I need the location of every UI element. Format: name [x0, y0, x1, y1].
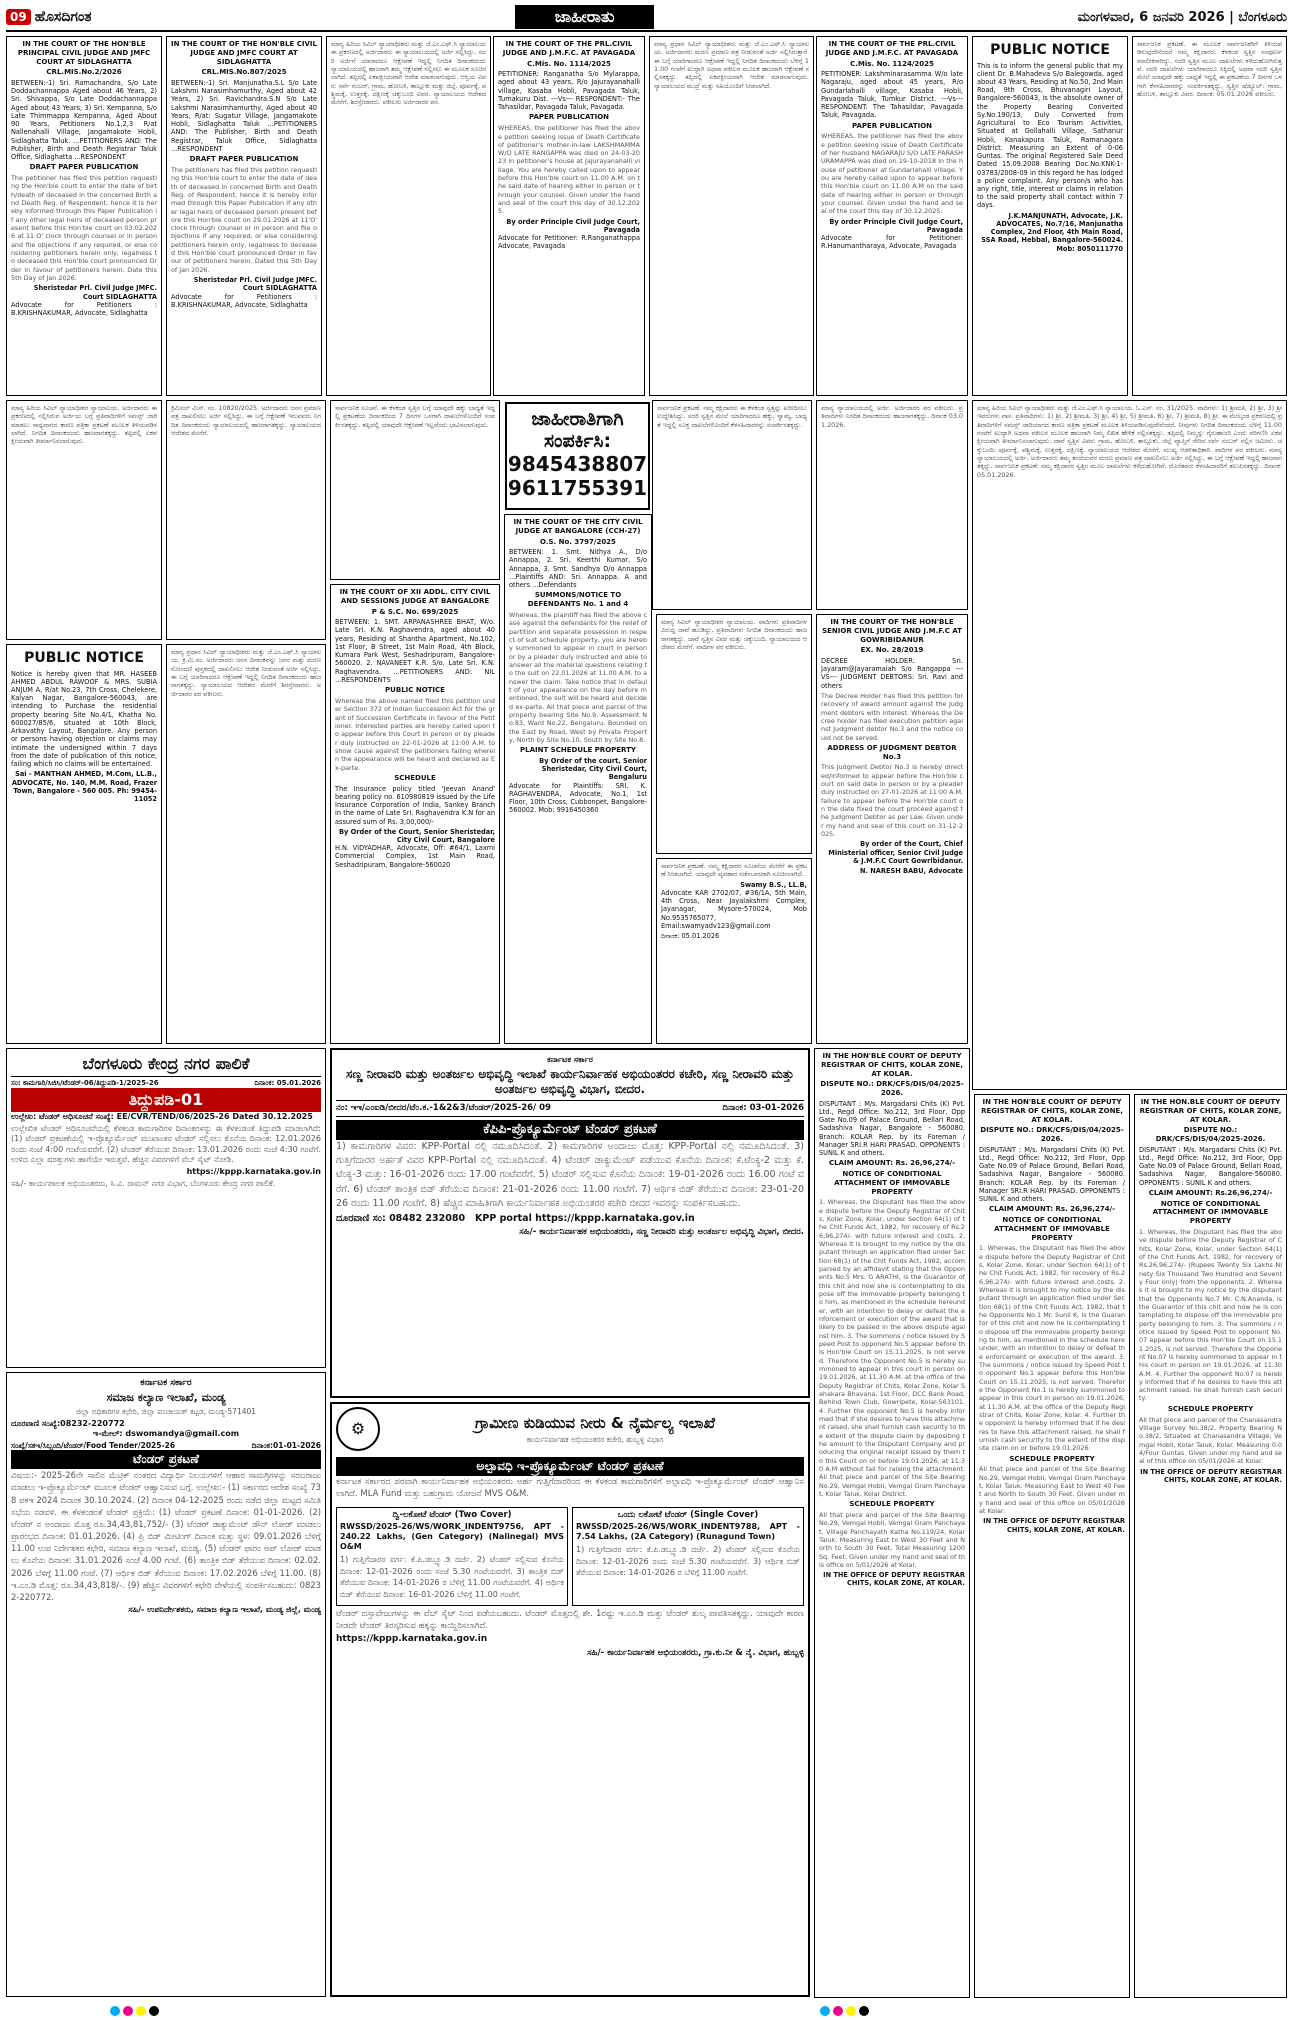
- paper-name: ಹೊಸದಿಗಂತ: [34, 9, 92, 25]
- notice-signature: By Order of the Court, Senior Sheristedar, City Civil Court, Bangalore: [339, 827, 495, 844]
- rwss-col1-head: ದ್ವಿ-ಲಕೋಟೆ ಟೆಂಡರ್ (Two Cover): [392, 1509, 512, 1520]
- notice-body: Notice is hereby given that MR. HASEEB AHMED ABDUL RAWOOF & MRS. SUBIA ANJUM A, R/at No.23, 7th Cross, Chelekere, Kalyan Nagar, Bangalore-560043, are intending to Purchase the residential property bearing Site No.4/1, Khatha No. 600027/85/6, situated at 10th Block, Arkavathy Layout, Bangalore. Any person or persons having objection or claims may intimate the undersigned within 7 days from the date of publication of this notice, failing which no claims will be entertained.: [11, 669, 157, 769]
- notice-advocate: H.N. VIDYADHAR, Advocate, Off: #64/1, Laxmi Commercial Complex, 1st Main Road, Seshadripuram, Bangalore-560020: [335, 844, 495, 869]
- contact-phone-1[interactable]: 9845438807: [507, 452, 648, 476]
- rwss-portal-link[interactable]: https://kppp.karnataka.gov.in: [336, 1634, 488, 1645]
- mi-portal-link[interactable]: KPP portal https://kppp.karnataka.gov.in: [475, 1213, 695, 1225]
- notice-advocate: Advocate for Petitioners : B.KRISHNAKUMAR, Advocate, Sidlaghatta: [171, 292, 317, 309]
- kannada-notice-2: ಮಾನ್ಯ ಪ್ರಧಾನ ಸಿವಿಲ್ ನ್ಯಾಯಾಧೀಶರು ಮತ್ತು ಜೆ.ಎಂ.ಎಫ್.ಸಿ ನ್ಯಾಯಾಲಯ. ಅರ್ಜಿದಾರರು ಮರಣ ಪ್ರಮಾಣ ಪತ್ರ ನೀಡುವಂತೆ ಅರ್ಜಿ ಸಲ್ಲಿಸಿರುತ್ತಾರೆ. ಈ ಬಗ್ಗೆ ಯಾರಿಗಾದರೂ ಆಕ್ಷೇಪಣೆ ಇದ್ದಲ್ಲಿ ನಿಗದಿತ ದಿನಾಂಕದಂದು ಬೆಳಿಗ್ಗೆ 11.00 ಗಂಟೆಗೆ ಖುದ್ದಾಗಿ ಅಥವಾ ವಕೀಲರ ಮೂಲಕ ಹಾಜರಾಗಿ ಆಕ್ಷೇಪಣೆ ಸಲ್ಲಿಸತಕ್ಕದ್ದು. ತಪ್ಪಿದಲ್ಲಿ ಏಕಪಕ್ಷೀಯವಾಗಿ ಆದೇಶ ಮಾಡಲಾಗುವುದು. ನ್ಯಾಯಾಲಯದ ಮುದ್ರೆ ಮತ್ತು ಸಹಿಯೊಂದಿಗೆ ನೀಡಲಾಗಿದೆ.: [649, 36, 814, 396]
- notice-parties: BETWEEN: 1. SMT. ARPANASHREE BHAT, W/o. Late Sri. K.N. Raghavendra, aged about 40 years, Residing at Shantha Apartment, No.102, 1st Floor, B Street, 1st Main Road, 4th Block, Kumara Park West, Seshadripuram, Bangalore-560020. 2. NAVANEET K.R. S/o. Late Sri. K.N. Raghavendra. ...PETITIONERS AND: NIL ...RESPONDENTS: [335, 618, 495, 684]
- notice-heading: ADDRESS OF JUDGMENT DEBTOR No.3: [827, 743, 957, 761]
- public-notice-left: [6, 644, 162, 1044]
- rwss-col2-work: RWSSD/2025-26/WS/WORK_INDENT9788, APT - 7.54 Lakhs, (2A Category) (Runagund Town): [576, 1522, 800, 1542]
- rwss-sub: ಕಾರ್ಯನಿರ್ವಾಹಕ ಅಭಿಯಂತರರ ಕಚೇರಿ, ಹುಬ್ಬಳ್ಳಿ ವಿಭಾಗ: [526, 1434, 664, 1444]
- notice-title: IN THE COURT OF THE PRL.CIVIL JUDGE AND J.M.F.C. AT PAVAGADA: [825, 40, 959, 57]
- chits-notice-1: IN THE HON'BLE COURT OF DEPUTY REGISTRAR OF CHITS, KOLAR ZONE, AT KOLAR. DISPUTE NO.: DRK/CFS/DIS/04/2025-2026. DISPUTANT : M/s. Margadarsi Chits (K) Pvt. Ltd., Regd Office: No.212, 3rd Floor, Opp Gate No.09 of Palace Ground, Bellari Road, Sadashiva Nagar, Bangalore - 560080. Branch: KOLAR Rep. by its Foreman / Manager SRI.R HARI PRASAD. OPPONENTS : SUNIL K and others. CLAIM AMOUNT: Rs. 26,96,274/- NOTICE OF CONDITIONAL ATTACHMENT OF IMMOVABLE PROPERTY 1. Whereas, the Disputant has filed the above dispute before the Deputy Registrar of Chits, Kolar Zone, Kolar, under Section 64(1) of the Chit Funds Act, 1982, for recovery of Rs.26,96,274/- with future interest and costs. 2. Whereas it is brought to my notice by the disputant through an application filed under Section 68(1) of the Chit Funds Act, 1982, accompanied by an affidavit stating that the Opponents No.5 Mrs. G ARATHI, is the Guarantor of this chit and now she is contemplating to dispose off the immovable property belonging to him, as mentioned in the schedule hereunder, with an intention to delay or defeat the enforcement or execution of the award that is likely to be passed in the above dispute against him. 3. The summons / notice issued by Speed Post to opponent No.5 appear before this Hon'ble Court on 15.11.2025, is not served. Therefore the Opponent No.5 is hereby summoned to appear in this court in person on 19.01.2026, at 11.30 A.M. at the office of the Deputy Registrar of Chits, Kolar Zone, Kolar Sahakara Bhavana, 1st Floor, DCC Bank Road, Behind Town Club, Gowripete, Kolar-563101. 4. Further the opponent No.5 is hereby informed that if she desires to have this attachment raised, she shall furnish cash security to the extent of the dispute claim by depositing the amount to the Disputant Company and producing the original receipt issued by them to this Court on or before 19.01.2026, at 11:30 A.M without fail for raising the attachment. All that piece and parcel of the Site Bearing No.29, Vemgal Hobli, Vemgal Gram Panchayat, Kolar Taluk, Kolar District. SCHEDULE PROPERTY All that piece and parcel of the Site Bearing No.29, Vemgal Hobli, Vemgal Gram Panchayat, Village Panchayath Katha No.119/24, Kolar Taluk. Measuring East to West 30 Feet and North to South 30 Feet, Total Measuring 1200 Sq. Feet. Given under my hand and seal of this office on 5/01/2026 at Kolar. IN THE OFFICE OF DEPUTY REGISTRAR CHITS, KOLAR ZONE, AT KOLAR.: [814, 1048, 970, 1998]
- swamy-advocate-notice: ಸಾರ್ವಜನಿಕ ಪ್ರಕಟಣೆ. ನಮ್ಮ ಕಕ್ಷಿದಾರರ ಸೂಚನೆಯ ಮೇರೆಗೆ ಈ ಪ್ರಕಟಣೆ ನೀಡಲಾಗಿದೆ. ಯಾವುದೇ ವ್ಯವಹಾರ ನಡೆಸಬಾರದಾಗಿ ಸೂಚಿಸಲಾಗಿದೆ. Swamy B.S., LL.B, Advocate KAR 2702/07, #36/1A, 5th Main, 4th Cross, Near Jayalakshmi Complex, Jayanagar, Mysore-570024, Mob No.9535765077, Email:swamyadv123@gmail.com ದಿನಾಂಕ: 05.01.2026: [656, 858, 812, 1044]
- section-title: ಜಾಹೀರಾತು: [515, 5, 655, 29]
- notice-heading: PAPER PUBLICATION: [851, 121, 933, 130]
- notice-advocate: N. NARESH BABU, Advocate: [859, 867, 963, 876]
- advocate-date: ದಿನಾಂಕ: 05.01.2026: [661, 932, 720, 941]
- claim-amount: CLAIM AMOUNT: Rs. 26,96,274/-: [988, 1205, 1116, 1214]
- kannada-notice-8: ಮಾನ್ಯ ನ್ಯಾಯಾಲಯದಲ್ಲಿ ಅರ್ಜಿ. ಅರ್ಜಿದಾರರ ಪರ ವಕೀಲರು. ಪ್ರತಿವಾದಿಗಳು ನಿಗದಿತ ದಿನಾಂಕದಂದು ಹಾಜರಾಗತಕ್ಕದ್ದು. ದಿನಾಂಕ 03.01.2026.: [816, 400, 968, 610]
- notice-body: This is to inform the general public that my client Dr. B.Mahadeva S/o Balegowda, aged about 43 Years, Residing at No.50, 2nd Main Road, 9th Cross, Bhuvanagiri Layout, Bangalore-560043, is the absolute owner of the Property Bearing Converted Sy.No.190/13, Duly Converted from Agricultural to Eco Tourism Activities, Situated at Gollahalli Village, Sathanur Hobli, Kanakapura Taluk, Ramanagara District. Measuring an Extent of 0-06 Guntas. The original Registered Sale Deed Dated 15.09.2008 Bearing Doc.No.KNK-1-03783/2008-09 in this regard he has lodged a police complaint. Any person/s who has any right, title, interest or claims in relation to the said property shall contact within 7 days.: [977, 61, 1123, 210]
- rwss-logo-icon: ⚙: [336, 1407, 380, 1451]
- notice-title: IN THE COURT OF THE HON'BLE PRINCIPAL CIVIL JUDGE AND JMFC COURT AT SIDLAGHATTA: [17, 40, 151, 66]
- advocate-name: Swamy B.S., LL.B,: [740, 880, 807, 889]
- bbmp-title: ಬೆಂಗಳೂರು ಕೇಂದ್ರ ನಗರ ಪಾಲಿಕೆ: [82, 1054, 250, 1073]
- issue-date: ಮಂಗಳವಾರ, 6 ಜನವರಿ 2026 | ಬೆಂಗಳೂರು: [1077, 9, 1287, 25]
- mandya-email[interactable]: ಇ-ಮೇಲ್: dswomandya@gmail.com: [92, 1428, 240, 1438]
- mandya-phone: ದೂರವಾಣಿ ಸಂಖ್ಯೆ:08232-220772: [11, 1418, 125, 1428]
- court-notice-sidlaghatta-2: IN THE COURT OF THE HON'BLE CIVIL JUDGE AND JMFC COURT AT SIDLAGHATTA CRL.MIS.No.807/2025 BETWEEN:-1) Sri. Manjunatha.S.L S/o Late Lakshmi Narasimhamurthy, Aged about 42 Years, 2) Sri. Ravichandra.S.N S/o Late Lakshmi Narasimhamurthy, Aged about 40 Years, R/at: Sugatur Village, Jangamakote Hobli, Sidlaghatta Taluk ...PETITIONERS AND: The Publisher, Birth and Death Registrar, Taluk Office, Sidlaghatta ...RESPONDENT DRAFT PAPER PUBLICATION The petitioners has filed this petition requesting this Hon'ble court to enter the date of death of deceased in concerned Birth and Death Reg. of Respondent, hence it is hereby informed through this Paper Publication if any other legal heirs of deceased person present before this Hon'ble court on 29.01.2026 at 11'O' clock through counsel or in person and file objections if any required, or else considering petitioners herein only, legalness to deceased this Hon'ble court pronounced Order in favour of petitioners herein. Dated this 5th Day of Jan 2026. Sheristedar Prl. Civil Judge JMFC. Court SIDLAGHATTA Advocate for Petitioners : B.KRISHNAKUMAR, Advocate, Sidlaghatta: [166, 36, 322, 396]
- notice-advocate: Advocate for Petitioner: R.Ranganathappa Advocate, Pavagada: [498, 234, 640, 251]
- notice-signature: By order Principle Civil Judge Court, Pavagada: [829, 217, 963, 234]
- notice-signature: Sheristedar Prl. Civil Judge JMFC. Court SIDLAGHATTA: [193, 276, 317, 293]
- notice-signature: IN THE OFFICE OF DEPUTY REGISTRAR CHITS, KOLAR ZONE, AT KOLAR.: [823, 1571, 965, 1588]
- contact-phone-2[interactable]: 9611755391: [507, 476, 648, 500]
- schedule-title: SCHEDULE PROPERTY: [1009, 1454, 1095, 1463]
- rwss-tender: ⚙ ಗ್ರಾಮೀಣ ಕುಡಿಯುವ ನೀರು & ನೈರ್ಮಲ್ಯ ಇಲಾಖೆ ಕಾರ್ಯನಿರ್ವಾಹಕ ಅಭಿಯಂತರರ ಕಚೇರಿ, ಹುಬ್ಬಳ್ಳಿ ವಿಭಾಗ ಅಲ್ಪಾವಧಿ ಇ-ಪ್ರೊಕ್ಯೂರ್ಮೆಂಟ್ ಟೆಂಡರ್ ಪ್ರಕಟಣೆ ಕರ್ನಾಟಕ ಸರ್ಕಾರದ ಪರವಾಗಿ ಕಾರ್ಯನಿರ್ವಾಹಕ ಅಭಿಯಂತರರು ಅರ್ಹ ಗುತ್ತಿಗೆದಾರರಿಂದ ಈ ಕೆಳಕಂಡ ಕಾಮಗಾರಿಗಳಿಗೆ ಅಲ್ಪಾವಧಿ ಇ-ಪ್ರೊಕ್ಯೂರ್ಮೆಂಟ್ ಟೆಂಡರ್ ಆಹ್ವಾನಿಸಲಾಗಿದೆ. MLA Fund ಮತ್ತು ಬಹುಗ್ರಾಮ ಯೋಜನೆ MVS O&M. ದ್ವಿ-ಲಕೋಟೆ ಟೆಂಡರ್ (Two Cover) RWSSD/2025-26/WS/WORK_INDENT9756, APT - 240.22 Lakhs, (Gen Category) (Nalinegal) MVS O&M 1) ಗುತ್ತಿಗೆದಾರರ ವರ್ಗ: ಕೆ.ಪಿ.ಡಬ್ಲ್ಯೂ.ಡಿ ದರ್ಜೆ. 2) ಟೆಂಡರ್ ಸಲ್ಲಿಸುವ ಕೊನೆಯ ದಿನಾಂಕ: 12-01-2026 ರಂದು ಸಂಜೆ 5.30 ಗಂಟೆಯವರೆಗೆ. 3) ತಾಂತ್ರಿಕ ಬಿಡ್ ತೆರೆಯುವ ದಿನಾಂಕ: 14-01-2026 ರ ಬೆಳಿಗ್ಗೆ 11.00 ಗಂಟೆಯವರೆಗೆ. 4) ಆರ್ಥಿಕ ಬಿಡ್ ತೆರೆಯುವ ದಿನಾಂಕ: 16-01-2026 ಬೆಳಿಗ್ಗೆ 11.00 ಗಂಟೆಗೆ. ಒಂದು ಲಕೋಟೆ ಟೆಂಡರ್ (Single Cover) RWSSD/2025-26/WS/WORK_INDENT9788, APT - 7.54 Lakhs, (2A Category) (Runagund Town) 1) ಗುತ್ತಿಗೆದಾರರ ವರ್ಗ: ಕೆ.ಪಿ.ಡಬ್ಲ್ಯೂ.ಡಿ ದರ್ಜೆ. 2) ಟೆಂಡರ್ ಸಲ್ಲಿಸುವ ಕೊನೆಯ ದಿನಾಂಕ: 12-01-2026 ರಂದು ಸಂಜೆ 5.30 ಗಂಟೆಯವರೆಗೆ. 3) ಆರ್ಥಿಕ ಬಿಡ್ ತೆರೆಯುವ ದಿನಾಂಕ: 14-01-2026 ರ ಬೆಳಿಗ್ಗೆ 11.00 ಗಂಟೆಗೆ. ಟೆಂಡರ್ ದಸ್ತಾವೇಜುಗಳನ್ನು ಈ ವೆಬ್ ಸೈಟ್ ನಿಂದ ಪಡೆಯಬಹುದು. ಟೆಂಡರ್ ಮೊತ್ತದಲ್ಲಿ ಶೇ. 1ರಷ್ಟು ಇ.ಎಂ.ಡಿ ಮತ್ತು ಟೆಂಡರ್ ಶುಲ್ಕ ಪಾವತಿಸತಕ್ಕದ್ದು. ಯಾವುದೇ ಕಾರಣ ನೀಡದೇ ಟೆಂಡರ್ ತಿರಸ್ಕರಿಸುವ ಹಕ್ಕನ್ನು ಕಾಯ್ದಿರಿಸಲಾಗಿದೆ. https://kppp.karnataka.gov.in ಸಹಿ/- ಕಾರ್ಯನಿರ್ವಾಹಕ ಅಭಿಯಂತರರು, ಗ್ರಾ.ಕು.ನೀ & ನೈ. ವಿಭಾಗ, ಹುಬ್ಬಳ್ಳಿ: [330, 1402, 810, 1997]
- page-number: 09: [6, 9, 31, 25]
- mi-govt: ಕರ್ನಾಟಕ ಸರ್ಕಾರ: [547, 1055, 593, 1064]
- notice-heading: PUBLIC NOTICE: [385, 686, 445, 695]
- bbmp-reference: ಉಲ್ಲೇಖ: ಟೆಂಡರ್ ಅಧಿಸೂಚನೆ ಸಂಖ್ಯೆ: EE/CVR/TEND/06/2025-26 Dated 30.12.2025: [11, 1111, 313, 1121]
- mandya-govt: ಕರ್ನಾಟಕ ಸರ್ಕಾರ: [140, 1378, 192, 1388]
- schedule-title: SCHEDULE PROPERTY: [849, 1500, 935, 1509]
- minor-irrigation-tender: ಕರ್ನಾಟಕ ಸರ್ಕಾರ ಸಣ್ಣ ನೀರಾವರಿ ಮತ್ತು ಅಂತರ್ಜಲ ಅಭಿವೃದ್ಧಿ ಇಲಾಖೆ ಕಾರ್ಯನಿರ್ವಾಹಕ ಅಭಿಯಂತರರ ಕಚೇರಿ, ಸಣ್ಣ ನೀರಾವರಿ ಮತ್ತು ಅಂತರ್ಜಲ ಅಭಿವೃದ್ಧಿ ವಿಭಾಗ, ಬೀದರ. ನಂ: ಇಇ/ಎಂಐಡಿ/ಬೀದರ/ಟೆಂ.ಕ.-1&2&3/ಟೆಂಡರ್/2025-26/ 09 ದಿನಾಂಕ: 03-01-2026 ಕೆಪಿಪಿ-ಪ್ರೊಕ್ಯೂರ್ಮೆಂಟ್ ಟೆಂಡರ್ ಪ್ರಕಟಣೆ 1) ಕಾಮಗಾರಿಗಳ ವಿವರ: KPP-Portal ನಲ್ಲಿ ನಮೂದಿಸಿದಂತೆ. 2) ಕಾಮಗಾರಿಗಳ ಅಂದಾಜು ಮೊತ್ತ: KPP-Portal ನಲ್ಲಿ ನಮೂದಿಸಿದಂತೆ. 3) ಗುತ್ತಿಗೆದಾರರ ಅರ್ಹತೆ ವಿವರ KPP-Portal ನಲ್ಲಿ ನಮೂದಿಸಿದಂತೆ. 4) ಟೆಂಡರ್ ಡಾಕ್ಯುಮೆಂಟ್ ಪಡೆಯುವ ಕೊನೆಯ ದಿನಾಂಕ: ಕೆ.ಟೆಂಕ್ಯ-2 ಮತ್ತು ಕೆ.ಟೆಂಕ್ಯ-3 ಮತ್ತು: 16-01-2026 ರಂದು 17.00 ಗಂಟೆವರೆಗೆ. 5) ಟೆಂಡರ್ ಸಲ್ಲಿಸುವ ಕೊನೆಯ ದಿನಾಂಕ: 19-01-2026 ರಂದು 16.00 ಗಂಟೆ ವರೆಗೆ. 6) ಟೆಂಡರ್ ತಾಂತ್ರಿಕ ಬಿಡ್ ತೆರೆಯುವ ದಿನಾಂಕ: 21-01-2026 ರಂದು 11.00 ಗಂಟೆಗೆ. 7) ಆರ್ಥಿಕ ಬಿಡ್ ತೆರೆಯುವ ದಿನಾಂಕ: 23-01-2026 ರಂದು 11.00 ಗಂಟೆಗೆ. 8) ಹೆಚ್ಚಿನ ಮಾಹಿತಿಗಾಗಿ ಕಾರ್ಯನಿರ್ವಾಹಕ ಅಭಿಯಂತರರ ಕಚೇರಿ ಬೀದರ ಇವರನ್ನು ಸಂಪರ್ಕಿಸಬಹುದು. ದೂರವಾಣಿ ಸಂ: 08482 232080 KPP portal https://kppp.karnataka.gov.in ಸಹಿ/- ಕಾರ್ಯನಿರ್ವಾಹಕ ಅಭಿಯಂತರರು, ಸಣ್ಣ ನೀರಾವರಿ ಮತ್ತು ಅಂತರ್ಜಲ ಅಭಿವೃದ್ಧಿ ವಿಭಾಗ, ಬೀದರ.: [330, 1048, 810, 1398]
- notice-title: IN THE HON.BLE COURT OF DEPUTY REGISTRAR OF CHITS, KOLAR ZONE, AT KOLAR.: [1139, 1098, 1282, 1124]
- court-notice-pavagada-2: IN THE COURT OF THE PRL.CIVIL JUDGE AND J.M.F.C. AT PAVAGADA C.Mis. No. 1124/2025 PETITIONER: Lakshminarasamma W/o late Nagaraju, aged about 45 years, R/o Gundarlahalli village, Kasaba Hobli, Pavagada Taluk, Tumkur District. ---Vs--- RESPONDENT: The Tahasildar, Pavagada Taluk, Pavagada. PAPER PUBLICATION WHEREAS, the petitioner has filed the above petition seeking issue of Death Certificate of her husband NAGARAJU S/O LATE PARASHURAMAPPA was died on 19-10-2018 in the house of petitioner at Gundarlahalli village. You are hereby called upon to appear before this Hon'ble court on 11.00 A.M on the said date of hearing either in person or through your counsel. Given under the hand and seal of the court this day of 30.12.2025. By order Principle Civil Judge Court, Pavagada Advocate for Petitioner: R.Hanumantharaya, Advocate, Pavagada: [816, 36, 968, 396]
- notice-parties: BETWEEN:-1) Sri. Manjunatha.S.L S/o Late Lakshmi Narasimhamurthy, Aged about 42 Years, 2) Sri. Ravichandra.S.N S/o Late Lakshmi Narasimhamurthy, Aged about 40 Years, R/at: Sugatur Village, Jangamakote Hobli, Sidlaghatta Taluk ...PETITIONERS AND: The Publisher, Birth and Death Registrar, Taluk Office, Sidlaghatta ...RESPONDENT: [171, 79, 317, 153]
- mandya-tender-bar: ಟೆಂಡರ್ ಪ್ರಕಟಣೆ: [11, 1450, 321, 1469]
- notice-signature: J.K.MANJUNATH, Advocate, J.K. ADVOCATES, No.7/16, Manjunatha Complex, 2nd Floor, 4th Main Road, SSA Road, Hebbal, Bangalore-560024. Mob: 8050111770: [981, 211, 1123, 253]
- mi-phone: ದೂರವಾಣಿ ಸಂ: 08482 232080: [336, 1213, 466, 1225]
- chits-notice-3: IN THE HON.BLE COURT OF DEPUTY REGISTRAR OF CHITS, KOLAR ZONE, AT KOLAR. DISPUTE NO.: DRK/CFS/DIS/04/2025-2026. DISPUTANT : M/s. Margadarsi Chits (K) Pvt. Ltd., Regd Office: No.212, 3rd Floor, Opp Gate No.09 of Palace Ground, Bellari Road, Sadashiva Nagar, Bangalore-560080. OPPONENTS : SUNIL K and others. CLAIM AMOUNT: Rs.26,96,274/- NOTICE OF CONDITIONAL ATTACHMENT OF IMMOVABLE PROPERTY 1. Whereas, the Disputant has filed the above dispute before the Deputy Registrar of Chits, Kolar Zone, Kolar, under Section 64(1) of the Chit Funds Act, 1982, for recovery of Rs.26,96,274/- (Rupees Twenty Six Lakhs Ninety Six Thousand Two Hundred and Seventy Four only) from the opponents. 2. Whereas it is brought to my notice by the disputant that the Opponents No.7 Mr. C.N.Ananda, is the Guarantor of this chit and now he is contemplating to dispose off the immovable property belonging to him. 3. The summons / notice issued by Speed Post to opponent No.07 appear before this Hon'ble Court on 15.11.2025, is not served. Therefore the Opponent No.07 is hereby summoned to appear in this court in person on 19.01.2026, at 11.30 A.M. 4. Further the opponent No.07 is hereby informed that if he desires to have this attachment raised, he shall furnish cash security. SCHEDULE PROPERTY All that piece and parcel of the Chanasandra Village Survey No.38/2, Property Bearing No.38/2, Situated at Chanasandra Village, Vemgal Hobli, Kolar Taluk, Kolar. Measuring 0.04/Four Guntas. Given under my hand and seal of this office on 05/01/2026 at Kolar. IN THE OFFICE OF DEPUTY REGISTRAR CHITS, KOLAR ZONE, AT KOLAR.: [1134, 1094, 1287, 1998]
- notice-parties: PETITIONER: Ranganatha S/o Mylarappa, aged about 43 years, R/o Jajurayanahalli village, Kasaba Hobli, Pavagada Taluk, Tumakuru Dist. ---Vs--- RESPONDENT:- The Tahasildar, Pavagada Taluk, Pavagada.: [498, 70, 640, 112]
- kannada-notice-9: ಮಾನ್ಯ ಹಿರಿಯ ಸಿವಿಲ್ ನ್ಯಾಯಾಧೀಶರು ಮತ್ತು ಜೆ.ಎಂ.ಎಫ್.ಸಿ ನ್ಯಾಯಾಲಯ. ಓ.ಎಸ್. ನಂ. 31/2025. ವಾದಿಗಳು: 1) ಶ್ರೀಮತಿ, 2) ಶ್ರೀ, 3) ಶ್ರೀ ಇವರುಗಳು ವಾಸ. ಪ್ರತಿವಾದಿಗಳು: 1) ಶ್ರೀ, 2) ಶ್ರೀಮತಿ, 3) ಶ್ರೀ, 4) ಶ್ರೀ, 5) ಶ್ರೀಮತಿ, 6) ಶ್ರೀ, 7) ಶ್ರೀಮತಿ, 8) ಶ್ರೀ. ಈ ಮೇಲ್ಕಂಡ ಪ್ರಕರಣದಲ್ಲಿ ಪ್ರತಿವಾದಿಗಳಿಗೆ ಸಮನ್ಸ್ ಜಾರಿಯಾಗದ ಕಾರಣ ಪತ್ರಿಕಾ ಪ್ರಕಟಣೆ ಮೂಲಕ ತಿಳಿಯಪಡಿಸುವುದೇನೆಂದರೆ, ನೀವುಗಳು ನಿಗದಿತ ದಿನಾಂಕದಂದು ಬೆಳಿಗ್ಗೆ 11.00 ಗಂಟೆಗೆ ಖುದ್ದಾಗಿ ಅಥವಾ ವಕೀಲರ ಮೂಲಕ ಹಾಜರಾಗಿ ನಿಮ್ಮ ಲಿಖಿತ ಹೇಳಿಕೆ ಸಲ್ಲಿಸತಕ್ಕದ್ದು. ತಪ್ಪಿದಲ್ಲಿ ನಿಮ್ಮನ್ನು ಗೈರುಹಾಜರಿ ಎಂದು ಪರಿಗಣಿಸಿ ಏಕಪಕ್ಷೀಯವಾಗಿ ತೀರ್ಮಾನಿಸಲಾಗುವುದು. ದಾವೆ ಸ್ವತ್ತಿನ ವಿವರ: ಗ್ರಾಮ, ಹೋಬಳಿ, ತಾಲ್ಲೂಕು, ಜಿಲ್ಲೆ ವ್ಯಾಪ್ತಿಗೆ ಸೇರಿದ ಸರ್ವೆ ನಂಬರ್ ನಲ್ಲಿನ ಜಮೀನು. ಚಕ್ಕುಬಂದಿ: ಪೂರ್ವಕ್ಕೆ, ಪಶ್ಚಿಮಕ್ಕೆ, ಉತ್ತರಕ್ಕೆ, ದಕ್ಷಿಣಕ್ಕೆ. ನ್ಯಾಯಾಲಯದ ಆದೇಶದ ಮೇರೆಗೆ, ಮುಖ್ಯ ಆಡಳಿತಾಧಿಕಾರಿ. ವಾದಿಗಳ ಪರ ವಕೀಲರು. ಮಾನ್ಯ ನ್ಯಾಯಾಲಯದಲ್ಲಿ ಅರ್ಜಿ. ಅರ್ಜಿದಾರರು ತಮ್ಮ ತಂದೆಯವರ ಮರಣ ಪ್ರಮಾಣ ಪತ್ರ ದಾಖಲಿಸಲು ಅರ್ಜಿ ಸಲ್ಲಿಸಿದ್ದು, ಈ ಬಗ್ಗೆ ಆಕ್ಷೇಪಣೆ ಇದ್ದಲ್ಲಿ ಹಾಜರಾಗತಕ್ಕದ್ದು. ಸಾರ್ವಜನಿಕ ಪ್ರಕಟಣೆ: ನಮ್ಮ ಕಕ್ಷಿದಾರರ ಸ್ವತ್ತಿನ ಮೂಲ ದಾಖಲೆಗಳು ಕಳೆದುಹೋಗಿವೆ. ದೊರೆತವರು ಕೆಳಸಹಿದಾರರಿಗೆ ತಲುಪಿಸತಕ್ಕದ್ದು. ದಿನಾಂಕ: 05.01.2026.: [972, 400, 1287, 1090]
- schedule-title: PLAINT SCHEDULE PROPERTY: [520, 746, 636, 755]
- kannada-notice-6: ಸಾರ್ವಜನಿಕ ಸೂಚನೆ. ಈ ಕೆಳಕಂಡ ಸ್ವತ್ತಿನ ಬಗ್ಗೆ ಯಾವುದೇ ಹಕ್ಕು ಬಾಧ್ಯತೆ ಇದ್ದಲ್ಲಿ ಪ್ರಕಟಣೆಯ ದಿನಾಂಕದಿಂದ 7 ದಿನಗಳ ಒಳಗಾಗಿ ದಾಖಲೆಗಳೊಂದಿಗೆ ಸಂಪರ್ಕಿಸತಕ್ಕದ್ದು. ತಪ್ಪಿದಲ್ಲಿ ಯಾವುದೇ ಆಕ್ಷೇಪಣೆ ಇಲ್ಲವೆಂದು ಭಾವಿಸಲಾಗುವುದು.: [330, 400, 500, 580]
- mandya-social-welfare-tender: ಕರ್ನಾಟಕ ಸರ್ಕಾರ ಸಮಾಜ ಕಲ್ಯಾಣ ಇಲಾಖೆ, ಮಂಡ್ಯ ಜಿಲ್ಲಾ ಅಧಿಕಾರಿಗಳ ಕಛೇರಿ, ಜಿಲ್ಲಾ ಪಂಚಾಯತ್ ಕಟ್ಟಡ, ಮಂಡ್ಯ-571401 ದೂರವಾಣಿ ಸಂಖ್ಯೆ:08232-220772 ಇ-ಮೇಲ್: dswomandya@gmail.com ಸಂಖ್ಯೆ/ಸಕಇ/ಸಿಬ್ಬಂದಿ/ಟೆಂಡರ್/Food Tender/2025-26 ದಿನಾಂಕ:01-01-2026 ಟೆಂಡರ್ ಪ್ರಕಟಣೆ ವಿಷಯ:- 2025-26ನೇ ಸಾಲಿನ ಮೆಟ್ರಿಕ್ ನಂತರದ ವಿದ್ಯಾರ್ಥಿ ನಿಲಯಗಳಿಗೆ ಆಹಾರ ಸಾಮಗ್ರಿಗಳನ್ನು ಸರಬರಾಜು ಮಾಡಲು ಇ-ಪ್ರೊಕ್ಯೂರ್ಮೆಂಟ್ ಮೂಲಕ ಟೆಂಡರ್ ಆಹ್ವಾನಿಸುವ ಬಗ್ಗೆ. ಉಲ್ಲೇಖ:- (1) ಸರ್ಕಾರದ ಆದೇಶ ಸಂಖ್ಯೆ 738 ಪಕಇ 2024 ದಿನಾಂಕ 30.10.2024. (2) ದಿನಾಂಕ 04-12-2025 ರಂದು ನಡೆದ ಜಿಲ್ಲಾ ಮಟ್ಟದ ಸಮಿತಿ ಸಭೆಯ ನಡವಳಿ. ಈ ಕೆಳಕಂಡಂತೆ ಟೆಂಡರ್ ಪ್ರಕ್ರಿಯೆ: (1) ಟೆಂಡರ್ ಪ್ರಕಟಣೆ ದಿನಾಂಕ: 01-01-2026. (2) ಟೆಂಡರ್ ನ ಅಂದಾಜು ಮೊತ್ತ ರೂ.34,43,81,752/- (3) ಟೆಂಡರ್ ಡಾಕ್ಯುಮೆಂಟ್ ಡೌನ್ ಲೋಡ್ ಮಾಡಲು ಪ್ರಾರಂಭದ ದಿನಾಂಕ: 01.01.2026. (4) ಪ್ರಿ ಬಿಡ್ ಮೀಟಿಂಗ್ ದಿನಾಂಕ ಮತ್ತು ಸ್ಥಳ: 09.01.2026 ಬೆಳಿಗ್ಗೆ 11.00 ಉಪ ನಿರ್ದೇಶಕರ ಕಛೇರಿ, ಸಮಾಜ ಕಲ್ಯಾಣ ಇಲಾಖೆ, ಮಂಡ್ಯ. (5) ಟೆಂಡರ್ ಫಾರಂ ಅಪ್ ಲೋಡ್ ಮಾಡಲು ಕೊನೆಯ ದಿನಾಂಕ: 31.01.2026 ಸಂಜೆ 4.00 ಗಂಟೆ. (6) ತಾಂತ್ರಿಕ ಬಿಡ್ ತೆರೆಯುವ ದಿನಾಂಕ: 02.02.2026 ಬೆಳಿಗ್ಗೆ 11.00 ಗಂಟೆ. (7) ಆರ್ಥಿಕ ಬಿಡ್ ತೆರೆಯುವ ದಿನಾಂಕ: 17.02.2026 ಬೆಳಿಗ್ಗೆ 11.00. (8) ಇ.ಎಂ.ಡಿ ಮೊತ್ತ: ರೂ.34,43,818/-. (9) ಹೆಚ್ಚಿನ ವಿವರಗಳಿಗೆ ಕಛೇರಿ ವೇಳೆಯಲ್ಲಿ ಸಂಪರ್ಕಿಸಬಹುದು: 08232-220772. ಸಹಿ/- ಉಪನಿರ್ದೇಶಕರು, ಸಮಾಜ ಕಲ್ಯಾಣ ಇಲಾಖೆ, ಮಂಡ್ಯ ಜಿಲ್ಲೆ, ಮಂಡ್ಯ: [6, 1372, 326, 1997]
- notice-heading: PAPER PUBLICATION: [528, 113, 610, 122]
- court-notice-pavagada-1: IN THE COURT OF THE PRL.CIVIL JUDGE AND J.M.F.C. AT PAVAGADA C.Mis. No. 1114/2025 PETITIONER: Ranganatha S/o Mylarappa, aged about 43 years, R/o Jajurayanahalli village, Kasaba Hobli, Pavagada Taluk, Tumakuru Dist. ---Vs--- RESPONDENT:- The Tahasildar, Pavagada Taluk, Pavagada. PAPER PUBLICATION WHEREAS, the petitioner has filed the above petition seeking issue of Death Certificate of petitioner's mother-in-law LAKSHMAMMA W/O LATE RANGAPPA was died on 24-03-2023 in petitioner's house at Jajurayanahalli village. You are hereby called upon to appear before this Hon'ble court on 11.00 A.M. on the said date of hearing either in person or through your counsel. Given under the hand and seal of the court this day of 30.12.2025. By order Principle Civil Judge Court, Pavagada Advocate for Petitioner: R.Ranganathappa Advocate, Pavagada: [493, 36, 645, 396]
- notice-signature: Sai - MANTHAN AHMED, M.Com, LL.B., ADVOCATE, No. 140, M.M. Road, Frazer Town, Bangalore - 560 005. Ph: 99454-11052: [11, 770, 157, 804]
- notice-heading: NOTICE OF CONDITIONAL ATTACHMENT OF IMMOVABLE PROPERTY: [1152, 1199, 1269, 1226]
- kannada-notice-10: ಮಾನ್ಯ ಪ್ರಧಾನ ಸಿವಿಲ್ ನ್ಯಾಯಾಧೀಶರು ಮತ್ತು ಜೆ.ಎಂ.ಎಫ್.ಸಿ ನ್ಯಾಯಾಲಯ. ಕ್ರಿ.ಮಿ.ಸಂ. ಅರ್ಜಿದಾರರು ಜನನ ದಿನಾಂಕವನ್ನು ಜನನ ಮತ್ತು ಮರಣ ನೋಂದಣಿ ಪುಸ್ತಕದಲ್ಲಿ ದಾಖಲಿಸಲು ಆದೇಶ ನೀಡುವಂತೆ ಅರ್ಜಿ ಸಲ್ಲಿಸಿದ್ದು, ಈ ಬಗ್ಗೆ ಯಾರಿಗಾದರೂ ಆಕ್ಷೇಪಣೆ ಇದ್ದಲ್ಲಿ ನಿಗದಿತ ದಿನಾಂಕದಂದು ಹಾಜರಾಗತಕ್ಕದ್ದು. ನ್ಯಾಯಾಲಯದ ಆದೇಶದ ಮೇರೆಗೆ ಶಿರಸ್ತೇದಾರರು. ಅರ್ಜಿದಾರರ ಪರ ವಕೀಲರು.: [166, 644, 326, 1044]
- case-number: CRL.MIS.No.2/2026: [46, 68, 122, 77]
- schedule-title: SCHEDULE: [394, 773, 436, 782]
- rwss-col1-work: RWSSD/2025-26/WS/WORK_INDENT9756, APT - 240.22 Lakhs, (Gen Category) (Nalinegal) MVS O&M: [340, 1522, 564, 1552]
- masthead: [6, 4, 1287, 32]
- case-number: EX. No. 28/2019: [860, 646, 924, 655]
- notice-parties: DISPUTANT : M/s. Margadarsi Chits (K) Pvt. Ltd., Regd Office: No.212, 3rd Floor, Opp Gate No.09 of Palace Ground, Bellari Road, Sadashiva Nagar, Bangalore - 560080. Branch: KOLAR Rep. by its Foreman / Manager SRI.R HARI PRASAD. OPPONENTS : SUNIL K and others.: [819, 1099, 965, 1158]
- notice-title: PUBLIC NOTICE: [990, 42, 1110, 58]
- mandya-date: ದಿನಾಂಕ:01-01-2026: [251, 1440, 321, 1450]
- mandya-ref: ಸಂಖ್ಯೆ/ಸಕಇ/ಸಿಬ್ಬಂದಿ/ಟೆಂಡರ್/Food Tender/2025-26: [11, 1440, 176, 1450]
- notice-title: IN THE COURT OF THE HON'BLE CIVIL JUDGE AND JMFC COURT AT SIDLAGHATTA: [171, 40, 317, 66]
- case-number: DISPUTE NO.: DRK/CFS/DIS/04/2025-2026.: [1155, 1126, 1266, 1143]
- case-number: CRL.MIS.No.807/2025: [201, 68, 287, 77]
- rwss-single-cover-box: ಒಂದು ಲಕೋಟೆ ಟೆಂಡರ್ (Single Cover) RWSSD/2025-26/WS/WORK_INDENT9788, APT - 7.54 Lakhs, (2A Category) (Runagund Town) 1) ಗುತ್ತಿಗೆದಾರರ ವರ್ಗ: ಕೆ.ಪಿ.ಡಬ್ಲ್ಯೂ.ಡಿ ದರ್ಜೆ. 2) ಟೆಂಡರ್ ಸಲ್ಲಿಸುವ ಕೊನೆಯ ದಿನಾಂಕ: 12-01-2026 ರಂದು ಸಂಜೆ 5.30 ಗಂಟೆಯವರೆಗೆ. 3) ಆರ್ಥಿಕ ಬಿಡ್ ತೆರೆಯುವ ದಿನಾಂಕ: 14-01-2026 ರ ಬೆಳಿಗ್ಗೆ 11.00 ಗಂಟೆಗೆ.: [572, 1507, 804, 1606]
- notice-title: IN THE HON'BLE COURT OF DEPUTY REGISTRAR OF CHITS, KOLAR ZONE, AT KOLAR.: [821, 1052, 963, 1078]
- case-number: C.Mis. No. 1124/2025: [850, 59, 934, 68]
- schedule-body: The Insurance policy titled 'Jeevan Anand' bearing policy no. 610980819 issued by the Life Insurance Corporation of India, Sankey Branch in the name of Late Sri. Raghavendra K.N for an assured sum of Rs. 3,00,000/-: [335, 784, 495, 826]
- court-notice-city-civil: IN THE COURT OF THE CITY CIVIL JUDGE AT BANGALORE (CCH-27) O.S. No. 3797/2025 BETWEEN: 1. Smt. Nithya A., D/o Annappa, 2. Sri. Keerthi Kumar, S/o Annappa, 3. Smt. Sandhya D/o Annappa ...Plaintiffs AND: Sri. Annappa. A and others ...Defendants SUMMONS/NOTICE TO DEFENDANTS No. 1 and 4 Whereas, the plaintiff has filed the above case against the defendants for the relief of partition and separate possession in respect of suit schedule property, you are hereby summoned to appear in court in person or by a pleader duly instructed and able to answer all the material questions relating to the suit on 22.01.2026 at 11.00 A.M. to answer the claim. Take notice that in default of your appearance on the day before mentioned, the suit will be heard and decided ex-parte. All that piece and parcel of the property bearing Site No.9, Assessment No.83, Ward No.22, Bengaluru. Bounded on the East by Road, West by Private Property, North by Site No.10, South by Site No.8. PLAINT SCHEDULE PROPERTY By Order of the court, Senior Sheristedar, City Civil Court, Bengaluru Advocate for Plaintiffs: SRI. K. RAGHAVENDRA, Advocate, No.1, 1st Floor, 10th Cross, Cubbonpet, Bangalore-560002. Mob: 9916450360: [504, 514, 652, 1044]
- kannada-notice-1: ಮಾನ್ಯ ಹಿರಿಯ ಸಿವಿಲ್ ನ್ಯಾಯಾಧೀಶರು ಮತ್ತು ಜೆ.ಎಂ.ಎಫ್.ಸಿ ನ್ಯಾಯಾಲಯ ಈ ಪ್ರಕರಣದಲ್ಲಿ ಅರ್ಜಿದಾರರು ಈ ನ್ಯಾಯಾಲಯದಲ್ಲಿ ಅರ್ಜಿ ಸಲ್ಲಿಸಿದ್ದು, ಸದರಿ ಅರ್ಜಿಗೆ ಯಾರಾದರೂ ಆಕ್ಷೇಪಣೆ ಇದ್ದಲ್ಲಿ ನಿಗದಿತ ದಿನಾಂಕದಂದು ನ್ಯಾಯಾಲಯದಲ್ಲಿ ಹಾಜರಾಗಿ ತಮ್ಮ ಆಕ್ಷೇಪಣೆ ಸಲ್ಲಿಸಲು ಈ ಮೂಲಕ ಸೂಚಿಸಲಾಗಿದೆ. ತಪ್ಪಿದಲ್ಲಿ ಏಕಪಕ್ಷೀಯವಾಗಿ ಆದೇಶ ಮಾಡಲಾಗುವುದು. ಆಸ್ತಿಯ ವಿವರ: ಸರ್ವೆ ನಂಬರ್, ಗ್ರಾಮ, ಹೋಬಳಿ, ತಾಲ್ಲೂಕು ಮತ್ತು ಜಿಲ್ಲೆ. ಪೂರ್ವಕ್ಕೆ, ಪಶ್ಚಿಮಕ್ಕೆ, ಉತ್ತರಕ್ಕೆ, ದಕ್ಷಿಣಕ್ಕೆ ಚಕ್ಕುಬಂದಿ ವಿವರ. ನ್ಯಾಯಾಲಯದ ಆದೇಶದ ಮೇರೆಗೆ, ಶಿರಸ್ತೇದಾರರು. ವಕೀಲರು ಅರ್ಜಿದಾರರ ಪರ.: [326, 36, 491, 396]
- advocate-address: Advocate KAR 2702/07, #36/1A, 5th Main, 4th Cross, Near Jayalakshmi Complex, Jayanagar, Mysore-570024, Mob No.9535765077, Email:swamyadv123@gmail.com: [661, 888, 807, 930]
- notice-parties: DECREE HOLDER: Sri. Jayaram@Jayaramaiah S/o Rangappa ---VS--- JUDGMENT DEBTORS: Sri. Ravi and others: [821, 657, 963, 690]
- bbmp-corrigendum-bar: ತಿದ್ದುಪಡಿ-01: [11, 1088, 321, 1112]
- notice-advocate: Advocate for Petitioners : B.KRISHNAKUMAR, Advocate, Sidlaghatta: [11, 300, 157, 318]
- rwss-title: ಗ್ರಾಮೀಣ ಕುಡಿಯುವ ನೀರು & ನೈರ್ಮಲ್ಯ ಇಲಾಖೆ: [475, 1413, 715, 1432]
- notice-heading: DRAFT PAPER PUBLICATION: [189, 155, 299, 164]
- schedule-title: SCHEDULE PROPERTY: [1167, 1404, 1254, 1413]
- notice-signature: IN THE OFFICE OF DEPUTY REGISTRAR CHITS, KOLAR ZONE, AT KOLAR.: [983, 1517, 1125, 1534]
- notice-heading: NOTICE OF CONDITIONAL ATTACHMENT OF IMMOVABLE PROPERTY: [834, 1170, 950, 1196]
- notice-advocate: Advocate for Petitioner: R.Hanumantharaya, Advocate, Pavagada: [821, 234, 963, 251]
- court-notice-sidlaghatta-1: IN THE COURT OF THE HON'BLE PRINCIPAL CIVIL JUDGE AND JMFC COURT AT SIDLAGHATTA CRL.MIS.No.2/2026 BETWEEN:-1) Sri. Ramachandra, S/o Late Doddachannappa Aged about 46 Years, 2) Sri. Shivappa, S/o Late Doddachannappa Aged about 43 Years, 3) Sri. Kempanna, S/o Late Thimmappa Kempanna, Aged About 90 Years, Petitioners No.1,2,3 R/at Nallenahalli Village, Jangamakote Hobli, Sidlaghatta Taluk. ...PETITIONERS AND: The Publisher, Birth and Death Registrar Taluk Office, Sidlaghatta ...RESPONDENT DRAFT PAPER PUBLICATION The petitioner has filed this petition requesting the Hon'ble court to enter the date of birth/death of deceased in the concerned Birth and Death Reg. of Respondent, hence it is hereby informed through this Paper Publication if any other legal heirs of deceased person present before this Hon'ble court on 03.02.2026 at 11 O' clock through counsel or in person and file objections if any required, or else considering petitioners herein only, legalness to deceased this Hon'ble court pronounced Order in favour of petitioners herein. Date this 5th Day of Jan 2026. Sheristedar Prl. Civil Judge JMFC. Court SIDLAGHATTA Advocate for Petitioners : B.KRISHNAKUMAR, Advocate, Sidlaghatta: [6, 36, 162, 396]
- mi-date: ದಿನಾಂಕ: 03-01-2026: [722, 1103, 804, 1113]
- notice-title: PUBLIC NOTICE: [24, 650, 144, 666]
- notice-heading: SUMMONS/NOTICE TO DEFENDANTS No. 1 and 4: [527, 591, 629, 609]
- notice-parties: BETWEEN:-1) Sri. Ramachandra, S/o Late Doddachannappa Aged about 46 Years, 2) Sri. Shivappa, S/o Late Doddachannappa Aged about 43 Years, 3) Sri. Kempanna, S/o Late Thimmappa Kempanna, Aged About 90 Years, Petitioners No.1,2,3 R/at Nallenahalli Village, Jangamakote Hobli, Sidlaghatta Taluk. ...PETITIONERS AND: The Publisher, Birth and Death Registrar Taluk Office, Sidlaghatta ...RESPONDENT: [11, 79, 157, 162]
- case-number: O.S. No. 3797/2025: [540, 537, 616, 546]
- mi-dept: ಸಣ್ಣ ನೀರಾವರಿ ಮತ್ತು ಅಂತರ್ಜಲ ಅಭಿವೃದ್ಧಿ ಇಲಾಖೆ ಕಾರ್ಯನಿರ್ವಾಹಕ ಅಭಿಯಂತರರ ಕಚೇರಿ, ಸಣ್ಣ ನೀರಾವರಿ ಮತ್ತು ಅಂತರ್ಜಲ ಅಭಿವೃದ್ಧಿ ವಿಭಾಗ, ಬೀದರ.: [346, 1067, 794, 1096]
- notice-parties: DISPUTANT : M/s. Margadarsi Chits (K) Pvt. Ltd., Regd Office: No.212, 3rd Floor, Opp Gate No.09 of Palace Ground, Bellari Road, Sadashiva Nagar, Bangalore - 560080. Branch: KOLAR Rep. by its Foreman / Manager SRI.R HARI PRASAD. OPPONENTS : SUNIL K and others.: [979, 1145, 1125, 1204]
- notice-signature: Sheristedar Prl. Civil Judge JMFC. Court SIDLAGHATTA: [33, 284, 157, 301]
- notice-parties: PETITIONER: Lakshminarasamma W/o late Nagaraju, aged about 45 years, R/o Gundarlahalli village, Kasaba Hobli, Pavagada Taluk, Tumkur District. ---Vs--- RESPONDENT: The Tahasildar, Pavagada Taluk, Pavagada.: [821, 70, 963, 120]
- notice-signature: By order of the Court, Chief Ministerial officer, Senior Civil Judge & J.M.F.C Court Gowribidanur.: [828, 840, 963, 865]
- kannada-notice-5: ಕ್ರಿಮಿನಲ್ ಮಿಸ್. ನಂ. 10820/2025. ಅರ್ಜಿದಾರರು ಜನನ ಪ್ರಮಾಣ ಪತ್ರ ದಾಖಲಿಸಲು ಅರ್ಜಿ ಸಲ್ಲಿಸಿದ್ದು, ಈ ಬಗ್ಗೆ ಆಕ್ಷೇಪಣೆ ಇರುವವರು ನಿಗದಿತ ದಿನಾಂಕದಂದು ನ್ಯಾಯಾಲಯದಲ್ಲಿ ಹಾಜರಾಗತಕ್ಕದ್ದು. ನ್ಯಾಯಾಲಯದ ಆದೇಶದ ಮೇರೆಗೆ.: [166, 400, 326, 640]
- notice-title: IN THE COURT OF THE HON'BLE SENIOR CIVIL JUDGE AND J.M.F.C AT GOWRIBIDANUR: [822, 618, 962, 644]
- notice-signature: By Order of the court, Senior Sheristedar, City Civil Court, Bengaluru: [539, 756, 647, 782]
- case-number: DISPUTE NO.: DRK/CFS/DIS/04/2025-2026.: [980, 1126, 1124, 1143]
- advertising-contact-box: [505, 402, 650, 510]
- bbmp-portal-link[interactable]: https://kppp.karnataka.gov.in: [186, 1167, 321, 1177]
- color-registration-marks-left: [110, 2006, 159, 2016]
- mandya-dept: ಸಮಾಜ ಕಲ್ಯಾಣ ಇಲಾಖೆ, ಮಂಡ್ಯ: [106, 1391, 226, 1405]
- paper-brand: [6, 9, 92, 25]
- kannada-notice-3: ಸಾರ್ವಜನಿಕ ಪ್ರಕಟಣೆ. ಈ ಮೂಲಕ ಸಾರ್ವಜನಿಕರಿಗೆ ತಿಳಿಯಪಡಿಸುವುದೇನೆಂದರೆ ನಮ್ಮ ಕಕ್ಷಿದಾರರು ಕೆಳಕಂಡ ಸ್ವತ್ತಿನ ಸಂಪೂರ್ಣ ಮಾಲೀಕರಾಗಿದ್ದು, ಸದರಿ ಸ್ವತ್ತಿನ ಮೂಲ ದಾಖಲೆಗಳು ಕಳೆದುಹೋಗಿರುತ್ತವೆ. ಸದರಿ ದಾಖಲೆಗಳು ಯಾರಿಗಾದರೂ ಸಿಕ್ಕಿದಲ್ಲಿ ಅಥವಾ ಸದರಿ ಸ್ವತ್ತಿನ ಮೇಲೆ ಯಾವುದೇ ಹಕ್ಕು ಬಾಧ್ಯತೆ ಇದ್ದಲ್ಲಿ ಈ ಪ್ರಕಟಣೆಯ 7 ದಿನಗಳ ಒಳಗಾಗಿ ಕೆಳಸಹಿದಾರರನ್ನು ಸಂಪರ್ಕಿಸತಕ್ಕದ್ದು. ಸ್ವತ್ತಿನ ಷೆಡ್ಯೂಲ್: ಗ್ರಾಮ, ಹೋಬಳಿ, ತಾಲ್ಲೂಕು ವಿವರ. ದಿನಾಂಕ: 05.01.2026 ವಕೀಲರು.: [1132, 36, 1287, 396]
- notice-signature: By order Principle Civil Judge Court, Pavagada: [506, 217, 640, 235]
- bbmp-tender-corrigendum: ಬೆಂಗಳೂರು ಕೇಂದ್ರ ನಗರ ಪಾಲಿಕೆ ಸಂ: ಕಾಮಗಾರಿ/ಸಿಜಿಸಿ/ಟೆಂಡರ್-06/ತಿದ್ದುಪಡಿ-1/2025-26 ದಿನಾಂಕ: 05.01.2026 ತಿದ್ದುಪಡಿ-01 ಉಲ್ಲೇಖ: ಟೆಂಡರ್ ಅಧಿಸೂಚನೆ ಸಂಖ್ಯೆ: EE/CVR/TEND/06/2025-26 Dated 30.12.2025 ಉಲ್ಲೇಖಿತ ಟೆಂಡರ್ ಅಧಿಸೂಚನೆಯಲ್ಲಿ ಕೆಳಕಂಡ ಕಾಮಗಾರಿಗಳ ದಿನಾಂಕಗಳನ್ನು ಈ ಕೆಳಕಂಡಂತೆ ತಿದ್ದುಪಡಿ ಮಾಡಲಾಗಿದೆ: (1) ಟೆಂಡರ್ ಪ್ರಕಟಣೆಯಲ್ಲಿ ಇ-ಪ್ರೊಕ್ಯೂರ್ಮೆಂಟ್ ಮುಖಾಂತರ ಟೆಂಡರ್ ಸಲ್ಲಿಸಲು ಕೊನೆಯ ದಿನಾಂಕ: 12.01.2026 ರಂದು ಸಂಜೆ 4:00 ಗಂಟೆಯವರೆಗೆ. (2) ಟೆಂಡರ್ ತೆರೆಯುವ ದಿನಾಂಕ: 13.01.2026 ರಂದು ಸಂಜೆ 4:30 ಗಂಟೆಗೆ. ಉಳಿದ ಎಲ್ಲಾ ಷರತ್ತುಗಳು ಹಾಗೆಯೇ ಇರುತ್ತವೆ. ಹೆಚ್ಚಿನ ವಿವರಗಳಿಗೆ ವೆಬ್ ಸೈಟ್ ನೋಡಿ. https://kppp.karnataka.gov.in ಸಹಿ/- ಕಾರ್ಯಪಾಲಕ ಅಭಿಯಂತರರು, ಸಿ.ವಿ. ರಾಮನ್ ನಗರ ವಿಭಾಗ, ಬೆಂಗಳೂರು ಕೇಂದ್ರ ನಗರ ಪಾಲಿಕೆ.: [6, 1048, 326, 1368]
- public-notice-top: [972, 36, 1128, 396]
- mi-tender-bar: ಕೆಪಿಪಿ-ಪ್ರೊಕ್ಯೂರ್ಮೆಂಟ್ ಟೆಂಡರ್ ಪ್ರಕಟಣೆ: [336, 1120, 804, 1140]
- bbmp-date: ದಿನಾಂಕ: 05.01.2026: [254, 1079, 321, 1087]
- court-notice-xii-addl: IN THE COURT OF XII ADDL. CITY CIVIL AND SESSIONS JUDGE AT BANGALORE P & S.C. No. 699/2025 BETWEEN: 1. SMT. ARPANASHREE BHAT, W/o. Late Sri. K.N. Raghavendra, aged about 40 years, Residing at Shantha Apartment, No.102, 1st Floor, B Street, 1st Main Road, 4th Block, Kumara Park West, Seshadripuram, Bangalore-560020. 2. NAVANEET K.R. S/o. Late Sri. K.N. Raghavendra. ...PETITIONERS AND: NIL ...RESPONDENTS PUBLIC NOTICE Whereas the above named filed this petition under Section 372 of Indian Succession Act for the grant of Succession Certificate in favour of the Petitioner. Interested parties are hereby called upon to appear before this Court in person or by pleader duly instructed on 22-01-2026 at 11:00 A.M. to show cause against the petitioners failing wherein the appearance will be heard and declared as Ex-parte. SCHEDULE The Insurance policy titled 'Jeevan Anand' bearing policy no. 610980819 issued by the Life Insurance Corporation of India, Sankey Branch in the name of Late Sri. Raghavendra K.N for an assured sum of Rs. 3,00,000/- By Order of the Court, Senior Sheristedar, City Civil Court, Bangalore H.N. VIDYADHAR, Advocate, Off: #64/1, Laxmi Commercial Complex, 1st Main Road, Seshadripuram, Bangalore-560020: [330, 584, 500, 1044]
- notice-heading: DRAFT PAPER PUBLICATION: [29, 163, 139, 172]
- notice-title: IN THE COURT OF XII ADDL. CITY CIVIL AND SESSIONS JUDGE AT BANGALORE: [339, 588, 491, 605]
- court-notice-gowribidanur: IN THE COURT OF THE HON'BLE SENIOR CIVIL JUDGE AND J.M.F.C AT GOWRIBIDANUR EX. No. 28/2019 DECREE HOLDER: Sri. Jayaram@Jayaramaiah S/o Rangappa ---VS--- JUDGMENT DEBTORS: Sri. Ravi and others The Decree Holder has filed this petition for recovery of award amount against the Judgment debtors with interest. Whereas the Decree holder has filed execution petition against Judgment debtor No.3 and the notice could not be served. ADDRESS OF JUDGMENT DEBTOR No.3 This Judgment Debtor No.3 is hereby directed/informed to appear before the Hon'ble court on said date in person or by a pleader duly instructed on 27-01-2026 at 11:00 A.M. failure to appear before the Hon'ble court on the date fixed the court proceed against the Judgment Debtor as per Law. Given under my hand and seal of this court on 31-12-2025. By order of the Court, Chief Ministerial officer, Senior Civil Judge & J.M.F.C Court Gowribidanur. N. NARESH BABU, Advocate: [816, 614, 968, 1044]
- mi-ref: ನಂ: ಇಇ/ಎಂಐಡಿ/ಬೀದರ/ಟೆಂ.ಕ.-1&2&3/ಟೆಂಡರ್/2025-26/ 09: [336, 1103, 551, 1113]
- rwss-tender-bar: ಅಲ್ಪಾವಧಿ ಇ-ಪ್ರೊಕ್ಯೂರ್ಮೆಂಟ್ ಟೆಂಡರ್ ಪ್ರಕಟಣೆ: [336, 1457, 804, 1476]
- case-number: DISPUTE NO.: DRK/CFS/DIS/04/2025-2026.: [820, 1080, 964, 1097]
- notice-title: IN THE HON'BLE COURT OF DEPUTY REGISTRAR OF CHITS, KOLAR ZONE, AT KOLAR.: [981, 1098, 1123, 1124]
- claim-amount: CLAIM AMOUNT: Rs. 26,96,274/-: [828, 1159, 956, 1168]
- contact-label: ಜಾಹೀರಾತಿಗಾಗಿ ಸಂಪರ್ಕಿಸಿ:: [531, 408, 624, 452]
- kannada-notice-11: ಮಾನ್ಯ ಸಿವಿಲ್ ನ್ಯಾಯಾಧೀಶರ ನ್ಯಾಯಾಲಯ. ವಾದಿಗಳು ಪ್ರತಿವಾದಿಗಳ ವಿರುದ್ಧ ದಾವೆ ಹೂಡಿದ್ದು, ಪ್ರತಿವಾದಿಗಳು ನಿಗದಿತ ದಿನಾಂಕದಂದು ಹಾಜರಾಗತಕ್ಕದ್ದು. ದಾವೆ ಸ್ವತ್ತಿನ ವಿವರ ಮತ್ತು ಚಕ್ಕುಬಂದಿ. ನ್ಯಾಯಾಲಯದ ಆದೇಶದ ಮೇರೆಗೆ. ವಾದಿಗಳ ಪರ ವಕೀಲರು.: [656, 614, 812, 854]
- notice-heading: NOTICE OF CONDITIONAL ATTACHMENT OF IMMOVABLE PROPERTY: [994, 1216, 1110, 1242]
- bbmp-ref: ಸಂ: ಕಾಮಗಾರಿ/ಸಿಜಿಸಿ/ಟೆಂಡರ್-06/ತಿದ್ದುಪಡಿ-1/2025-26: [11, 1079, 159, 1087]
- notice-title: IN THE COURT OF THE CITY CIVIL JUDGE AT BANGALORE (CCH-27): [513, 518, 643, 535]
- kannada-notice-7: ಸಾರ್ವಜನಿಕ ಪ್ರಕಟಣೆ. ನಮ್ಮ ಕಕ್ಷಿದಾರರು ಈ ಕೆಳಕಂಡ ಸ್ವತ್ತನ್ನು ಖರೀದಿಸಲು ಉದ್ದೇಶಿಸಿದ್ದು, ಸದರಿ ಸ್ವತ್ತಿನ ಮೇಲೆ ಯಾರಿಗಾದರೂ ಹಕ್ಕು, ಸ್ವಾಮ್ಯ, ಬಾಧ್ಯತೆ ಇದ್ದಲ್ಲಿ ಸೂಕ್ತ ದಾಖಲೆಗಳೊಂದಿಗೆ ಕೆಳಸಹಿದಾರರನ್ನು ಸಂಪರ್ಕಿಸತಕ್ಕದ್ದು.: [652, 400, 812, 610]
- notice-parties: DISPUTANT : M/s. Margadarsi Chits (K) Pvt. Ltd., Regd Office: No.212, 3rd Floor, Opp Gate No.09 of Palace Ground, Bellari Road, Sadashiva Nagar, Bangalore-560080. OPPONENTS : SUNIL K and others.: [1139, 1145, 1282, 1187]
- chits-notice-2: IN THE HON'BLE COURT OF DEPUTY REGISTRAR OF CHITS, KOLAR ZONE, AT KOLAR. DISPUTE NO.: DRK/CFS/DIS/04/2025-2026. DISPUTANT : M/s. Margadarsi Chits (K) Pvt. Ltd., Regd Office: No.212, 3rd Floor, Opp Gate No.09 of Palace Ground, Bellari Road, Sadashiva Nagar, Bangalore - 560080. Branch: KOLAR Rep. by its Foreman / Manager SRI.R HARI PRASAD. OPPONENTS : SUNIL K and others. CLAIM AMOUNT: Rs. 26,96,274/- NOTICE OF CONDITIONAL ATTACHMENT OF IMMOVABLE PROPERTY 1. Whereas, the Disputant has filed the above dispute before the Deputy Registrar of Chits, Kolar Zone, Kolar, under Section 64(1) of the Chit Funds Act, 1982, for recovery of Rs.26,96,274/- with future interest and costs. 2. Whereas it is brought to my notice by the disputant through an application filed under Section 68(1) of the Chit Funds Act, 1982, that the Opponents No.1 Mr. Sunil K, is the Guarantor of this chit and now he is contemplating to dispose off the immovable property belonging to him, as mentioned in the schedule hereunder, with an intention to delay or defeat the enforcement or execution of the award. 3. The summons / notice issued by Speed Post to opponent No.1 appear before this Hon'ble Court on 15.11.2025, is not served. Therefore the Opponent No.1 is hereby summoned to appear in this court in person on 19.01.2026, at 11.30 A.M. at the office of the Deputy Registrar of Chits, Kolar Zone, Kolar. 4. Further the opponent is hereby informed that if he desires to have this attachment raised, he shall furnish cash security to the extent of the dispute claim on or before 19.01.2026. SCHEDULE PROPERTY All that piece and parcel of the Site Bearing No.29, Vemgal Hobli, Vemgal Gram Panchayat, Kolar Taluk. Measuring East to West 40 Feet and North to South 30 Feet. Given under my hand and seal of this office on 05/01/2026 at Kolar. IN THE OFFICE OF DEPUTY REGISTRAR CHITS, KOLAR ZONE, AT KOLAR.: [974, 1094, 1130, 1998]
- rwss-two-cover-box: ದ್ವಿ-ಲಕೋಟೆ ಟೆಂಡರ್ (Two Cover) RWSSD/2025-26/WS/WORK_INDENT9756, APT - 240.22 Lakhs, (Gen Category) (Nalinegal) MVS O&M 1) ಗುತ್ತಿಗೆದಾರರ ವರ್ಗ: ಕೆ.ಪಿ.ಡಬ್ಲ್ಯೂ.ಡಿ ದರ್ಜೆ. 2) ಟೆಂಡರ್ ಸಲ್ಲಿಸುವ ಕೊನೆಯ ದಿನಾಂಕ: 12-01-2026 ರಂದು ಸಂಜೆ 5.30 ಗಂಟೆಯವರೆಗೆ. 3) ತಾಂತ್ರಿಕ ಬಿಡ್ ತೆರೆಯುವ ದಿನಾಂಕ: 14-01-2026 ರ ಬೆಳಿಗ್ಗೆ 11.00 ಗಂಟೆಯವರೆಗೆ. 4) ಆರ್ಥಿಕ ಬಿಡ್ ತೆರೆಯುವ ದಿನಾಂಕ: 16-01-2026 ಬೆಳಿಗ್ಗೆ 11.00 ಗಂಟೆಗೆ.: [336, 1507, 568, 1606]
- rwss-col2-head: ಒಂದು ಲಕೋಟೆ ಟೆಂಡರ್ (Single Cover): [617, 1509, 759, 1520]
- notice-signature: IN THE OFFICE OF DEPUTY REGISTRAR CHITS, KOLAR ZONE, AT KOLAR.: [1140, 1467, 1282, 1484]
- claim-amount: CLAIM AMOUNT: Rs.26,96,274/-: [1148, 1188, 1273, 1197]
- kannada-notice-4: ಮಾನ್ಯ ಹಿರಿಯ ಸಿವಿಲ್ ನ್ಯಾಯಾಧೀಶರ ನ್ಯಾಯಾಲಯ. ಅರ್ಜಿದಾರರು ಈ ಪ್ರಕರಣದಲ್ಲಿ ಸಲ್ಲಿಸಿರುವ ಅರ್ಜಿಯ ಬಗ್ಗೆ ಪ್ರತಿವಾದಿಗಳಿಗೆ ಸಮನ್ಸ್ ಜಾರಿ ಮಾಡಲು ಸಾಧ್ಯವಾಗದ ಕಾರಣ ಪತ್ರಿಕಾ ಪ್ರಕಟಣೆ ಮೂಲಕ ತಿಳಿಯಪಡಿಸಲಾಗಿದೆ. ನಿಗದಿತ ದಿನಾಂಕದಂದು ಹಾಜರಾಗತಕ್ಕದ್ದು. ತಪ್ಪಿದಲ್ಲಿ ಏಕಪಕ್ಷೀಯವಾಗಿ ತೀರ್ಮಾನಿಸಲಾಗುವುದು.: [6, 400, 162, 640]
- case-number: P & S.C. No. 699/2025: [371, 607, 459, 616]
- notice-parties: BETWEEN: 1. Smt. Nithya A., D/o Annappa, 2. Sri. Keerthi Kumar, S/o Annappa, 3. Smt. Sandhya D/o Annappa ...Plaintiffs AND: Sri. Annappa. A and others ...Defendants: [509, 548, 647, 590]
- case-number: C.Mis. No. 1114/2025: [527, 59, 611, 68]
- notice-advocate: Advocate for Plaintiffs: SRI. K. RAGHAVENDRA, Advocate, No.1, 1st Floor, 10th Cross, Cubbonpet, Bangalore-560002. Mob: 9916450360: [509, 781, 647, 815]
- notice-title: IN THE COURT OF THE PRL.CIVIL JUDGE AND J.M.F.C. AT PAVAGADA: [502, 40, 636, 57]
- color-registration-marks-right: [820, 2006, 869, 2016]
